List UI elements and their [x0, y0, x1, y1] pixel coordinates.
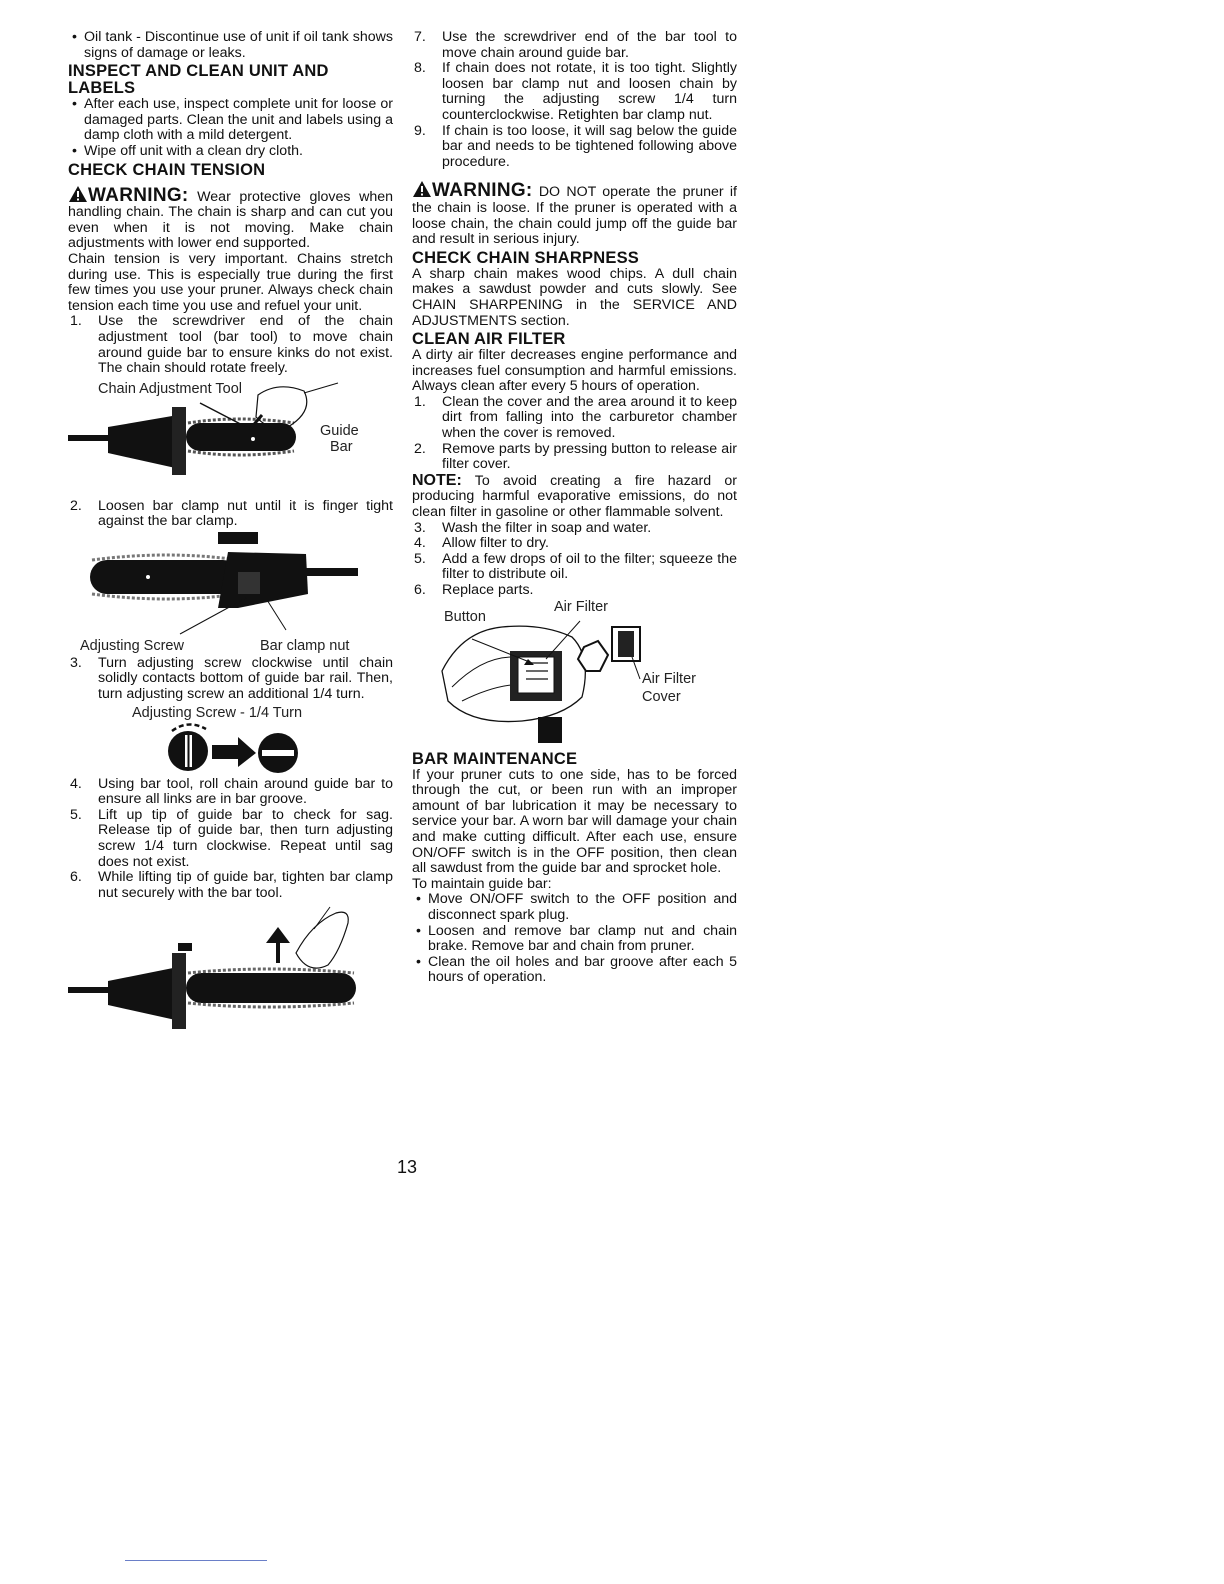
step-item: 1. Clean the cover and the area around it to keep dirt from falling into the carburetor chamber when the cover is removed.: [414, 393, 737, 442]
maintain-bullet: • Loosen and remove bar clamp nut and chain brake. Remove bar and chain from pruner.: [412, 924, 737, 955]
tension-warning: [68, 185, 393, 252]
inspect-bullet: • After each use, inspect complete unit for loose or damaged parts. Clean the unit and labels using a damp cloth with a mild detergent.: [68, 97, 393, 144]
warning-triangle-icon: [412, 180, 432, 198]
step-item: 8. If chain does not rotate, it is too tight. Slightly loosen bar clamp nut and loosen chain by turning the adjusting screw 1/4 turn counterclockwise. Retighten bar clamp nut.: [414, 60, 737, 123]
maintain-bullet: • Move ON/OFF switch to the OFF position and disconnect spark plug.: [412, 892, 737, 923]
oil-tank-bullet: • Oil tank - Discontinue use of unit if oil tank shows signs of damage or leaks.: [68, 30, 393, 61]
inspect-heading: INSPECT AND CLEAN UNIT AND LABELS: [68, 62, 329, 98]
tighten-nut-figure: [68, 903, 393, 1043]
guide-label: Guide: [320, 422, 359, 439]
step-item: 1. Use the screwdriver end of the chain adjustment tool (bar tool) to move chain around guide bar to ensure kinks do not exist. The chain should rotate freely.: [70, 313, 393, 377]
chain-sharpness-heading: CHECK CHAIN SHARPNESS: [412, 248, 639, 267]
note: [412, 473, 737, 521]
quarter-turn-figure: [68, 705, 393, 775]
step-item: 4. Using bar tool, roll chain around guide bar to ensure all links are in bar groove.: [70, 775, 393, 808]
bar-maintenance-text: If your pruner cuts to one side, has to be forced through the cut, or been run with an improper amount of bar lubrication it may be necessary to service your bar. A worn bar will damage your chain and make cutting difficult. After each use, ensure ON/OFF switch is in the OFF position, then clean all sawdust from the guide bar and sprocket hole.: [412, 766, 737, 877]
step-item: 2. Remove parts by pressing button to release air filter cover.: [414, 440, 737, 473]
chain-adjustment-tool-label: Chain Adjustment Tool: [98, 380, 243, 397]
quarter-turn-caption: Adjusting Screw - 1/4 Turn: [132, 704, 303, 721]
air-filter-heading: CLEAN AIR FILTER: [412, 330, 566, 349]
air-filter-label: Air Filter: [554, 598, 608, 615]
button-label: Button: [444, 608, 486, 625]
step-item: 9. If chain is too loose, it will sag below the guide bar and needs to be tightened following above procedure.: [414, 122, 737, 170]
loose-chain-warning: [412, 180, 737, 247]
note-text: To avoid creating a fire hazard or producing harmful evaporative emissions, do not clean filter in gasoline or other flammable solvent.: [412, 472, 738, 521]
bar-maintenance-heading: BAR MAINTENANCE: [412, 749, 578, 768]
step-item: 6. Replace parts.: [414, 582, 534, 598]
air-filter-cover-label: Air Filter: [642, 670, 696, 687]
quarter-turn-illustration: [68, 705, 393, 775]
maintain-bullet: • Clean the oil holes and bar groove after each 5 hours of operation.: [412, 955, 737, 986]
warning-label: WARNING:: [88, 184, 189, 206]
adjusting-screw-label: Adjusting Screw: [80, 637, 184, 654]
bar-clamp-nut-label: Bar clamp nut: [260, 637, 350, 654]
step-item: 3. Turn adjusting screw clockwise until chain solidly contacts bottom of guide bar rail. Then, turn adjusting screw an additional 1/4 turn.: [70, 654, 393, 703]
warning-text: DO NOT operate the pruner if the chain is loose. If the pruner is operated with a loose chain, the chain could jump off the guide bar and result in serious injury.: [412, 184, 737, 248]
right-column: [412, 30, 737, 986]
step-item: 4. Allow filter to dry.: [414, 535, 549, 552]
sharpness-text: A sharp chain makes wood chips. A dull chain makes a sawdust powder and cuts slowly. See CHAIN SHARPENING in the SERVICE AND ADJUSTMENTS section.: [412, 265, 737, 329]
page-number: 13: [397, 1157, 418, 1177]
air-filter-intro: A dirty air filter decreases engine performance and increases fuel consumption and harmful emissions. Always clean after every 5 hours of operation.: [412, 347, 737, 395]
bottom-rule: [125, 1560, 267, 1561]
bar-clamp-figure: [68, 532, 393, 636]
step-item: 5. Lift up tip of guide bar to check for sag. Release tip of guide bar, then turn adjusting screw 1/4 turn clockwise. Repeat until sag does not exist.: [70, 806, 393, 870]
note-label: NOTE:: [412, 471, 462, 489]
step-item: 5. Add a few drops of oil to the filter; squeeze the filter to distribute oil.: [414, 550, 737, 583]
step-item: 6. While lifting tip of guide bar, tighten bar clamp nut securely with the bar tool.: [70, 869, 393, 901]
step-item: 3. Wash the filter in soap and water.: [414, 519, 652, 536]
bar-clamp-illustration: [68, 532, 393, 636]
bar-clamp-labels: [68, 638, 393, 656]
chain-tension-heading: CHECK CHAIN TENSION: [68, 160, 266, 179]
bar-label: Bar: [330, 438, 353, 455]
warning-triangle-icon: [68, 185, 88, 203]
step-item: 2. Loosen bar clamp nut until it is finger tight against the bar clamp.: [70, 497, 393, 530]
tension-intro: Chain tension is very important. Chains stretch during use. This is especially true during the first few times you use your pruner. Always check chain tension each time you use and refuel your unit.: [68, 250, 393, 314]
warning-label: WARNING:: [432, 180, 533, 202]
step-item: 7. Use the screwdriver end of the bar tool to move chain around guide bar.: [414, 29, 737, 61]
air-filter-cover-label-2: Cover: [642, 688, 681, 705]
left-column: [68, 30, 393, 1045]
chain-adjustment-figure: [68, 379, 393, 497]
air-filter-figure: [412, 598, 737, 749]
inspect-bullet: • Wipe off unit with a clean dry cloth.: [68, 144, 393, 160]
warning-text: Wear protective gloves when handling chain. The chain is sharp and can cut you even when it is not moving. Make chain adjustments with lower end supported.: [68, 188, 393, 252]
maintain-intro: To maintain guide bar:: [412, 875, 552, 892]
tighten-nut-illustration: [68, 903, 393, 1043]
